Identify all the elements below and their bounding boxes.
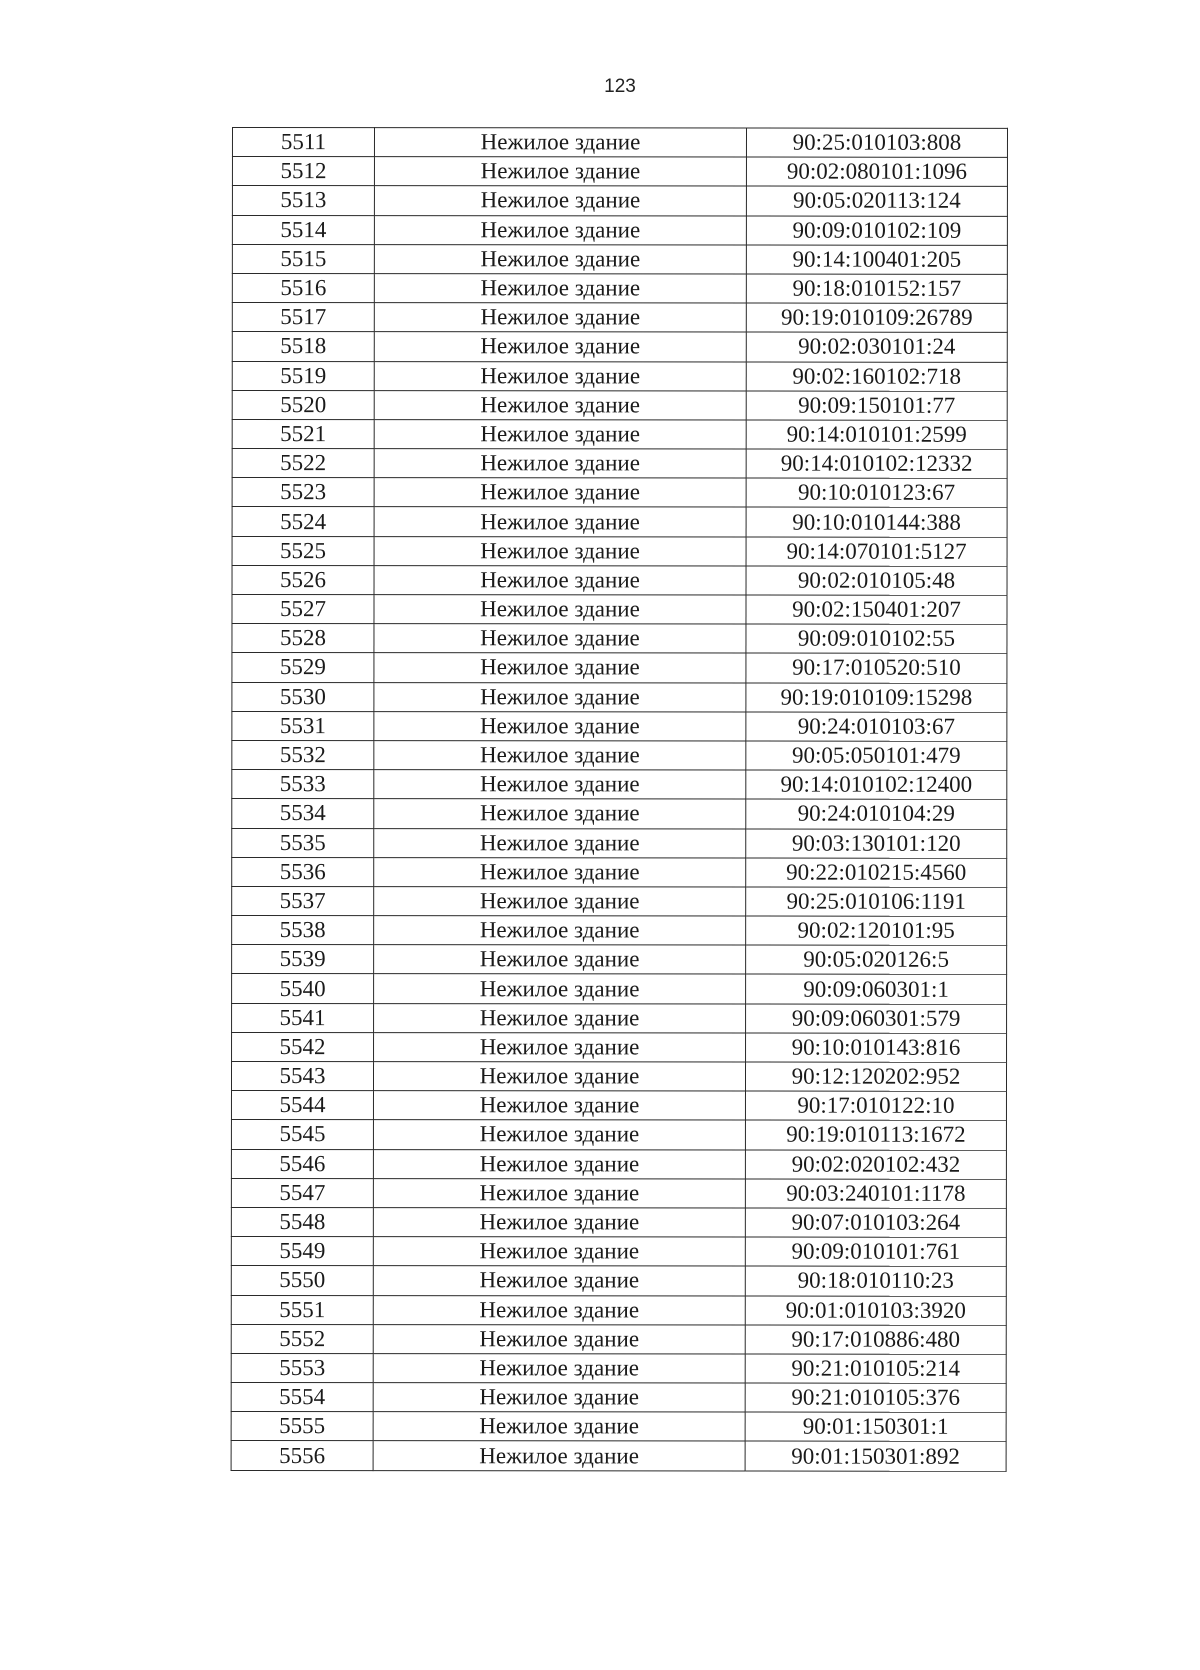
row-number-cell: 5550 — [231, 1266, 373, 1295]
table-row — [232, 390, 1007, 420]
table-row — [232, 507, 1007, 537]
object-type-cell: Нежилое здание — [374, 274, 746, 304]
table-row — [231, 1412, 1006, 1442]
row-number-cell: 5529 — [232, 653, 374, 682]
object-type-cell: Нежилое здание — [373, 1237, 745, 1267]
table-row — [232, 682, 1007, 712]
cadastral-number-cell: 90:21:010105:376 — [745, 1383, 1006, 1412]
table-row — [231, 1207, 1006, 1237]
object-type-cell: Нежилое здание — [373, 1324, 745, 1354]
cadastral-number-cell: 90:09:010102:109 — [746, 216, 1007, 245]
table-row — [232, 770, 1007, 800]
cadastral-number-cell: 90:14:010102:12400 — [746, 770, 1007, 799]
object-type-cell: Нежилое здание — [374, 711, 746, 741]
object-type-cell: Нежилое здание — [373, 1149, 745, 1179]
row-number-cell: 5531 — [232, 711, 374, 740]
cadastral-number-cell: 90:09:060301:1 — [746, 974, 1007, 1003]
row-number-cell: 5521 — [232, 419, 374, 448]
row-number-cell: 5533 — [232, 770, 374, 799]
object-type-cell: Нежилое здание — [374, 857, 746, 887]
object-type-cell: Нежилое здание — [374, 828, 746, 858]
object-type-cell: Нежилое здание — [373, 1062, 745, 1092]
object-type-cell: Нежилое здание — [374, 770, 746, 800]
object-type-cell: Нежилое здание — [373, 1266, 745, 1296]
cadastral-number-cell: 90:02:080101:1096 — [746, 157, 1007, 186]
cadastral-number-cell: 90:01:010103:3920 — [745, 1296, 1006, 1325]
table-row — [232, 186, 1007, 216]
cadastral-number-cell: 90:02:160102:718 — [746, 362, 1007, 391]
row-number-cell: 5556 — [231, 1441, 373, 1470]
table-row — [232, 157, 1007, 187]
row-number-cell: 5511 — [232, 128, 374, 157]
cadastral-number-cell: 90:17:010520:510 — [746, 653, 1007, 682]
table-row — [232, 1003, 1007, 1033]
cadastral-number-cell: 90:19:010109:15298 — [746, 683, 1007, 712]
cadastral-number-cell: 90:02:150401:207 — [746, 595, 1007, 624]
cadastral-number-cell: 90:24:010103:67 — [746, 712, 1007, 741]
cadastral-number-cell: 90:10:010123:67 — [746, 478, 1007, 507]
object-type-cell: Нежилое здание — [374, 303, 746, 333]
table-row — [232, 653, 1007, 683]
table-row — [232, 565, 1007, 595]
row-number-cell: 5532 — [232, 740, 374, 769]
table-row — [232, 419, 1007, 449]
cadastral-number-cell: 90:21:010105:214 — [745, 1354, 1006, 1383]
object-type-cell: Нежилое здание — [374, 974, 746, 1004]
table-row — [232, 244, 1007, 274]
row-number-cell: 5514 — [232, 215, 374, 244]
object-type-cell: Нежилое здание — [373, 1441, 745, 1471]
row-number-cell: 5555 — [231, 1412, 373, 1441]
cadastral-number-cell: 90:01:150301:1 — [745, 1412, 1006, 1441]
cadastral-number-cell: 90:12:120202:952 — [745, 1062, 1006, 1091]
table-row — [232, 449, 1007, 479]
row-number-cell: 5539 — [232, 945, 374, 974]
table-row — [232, 1032, 1007, 1062]
cadastral-number-cell: 90:25:010103:808 — [746, 128, 1007, 157]
object-type-cell: Нежилое здание — [374, 682, 746, 712]
table-row — [231, 1266, 1006, 1296]
table-row — [232, 478, 1007, 508]
cadastral-number-cell: 90:17:010886:480 — [745, 1325, 1006, 1354]
row-number-cell: 5527 — [232, 595, 374, 624]
cadastral-number-cell: 90:05:020113:124 — [746, 186, 1007, 215]
table-row — [232, 740, 1007, 770]
row-number-cell: 5522 — [232, 449, 374, 478]
cadastral-number-cell: 90:03:130101:120 — [746, 829, 1007, 858]
object-type-cell: Нежилое здание — [373, 1354, 745, 1384]
row-number-cell: 5543 — [231, 1062, 373, 1091]
object-type-cell: Нежилое здание — [373, 1120, 745, 1150]
table-row — [232, 303, 1007, 333]
row-number-cell: 5546 — [231, 1149, 373, 1178]
row-number-cell: 5551 — [231, 1295, 373, 1324]
object-type-cell: Нежилое здание — [373, 1412, 745, 1442]
table-row — [231, 1120, 1006, 1150]
table-row — [232, 273, 1007, 303]
object-type-cell: Нежилое здание — [374, 420, 746, 450]
row-number-cell: 5548 — [231, 1207, 373, 1236]
object-type-cell: Нежилое здание — [374, 478, 746, 508]
cadastral-number-cell: 90:10:010144:388 — [746, 507, 1007, 536]
row-number-cell: 5512 — [232, 157, 374, 186]
cadastral-number-cell: 90:02:030101:24 — [746, 332, 1007, 361]
cadastral-number-cell: 90:09:060301:579 — [746, 1004, 1007, 1033]
object-type-cell: Нежилое здание — [373, 1091, 745, 1121]
cadastral-number-cell: 90:03:240101:1178 — [745, 1179, 1006, 1208]
cadastral-number-cell: 90:09:010102:55 — [746, 624, 1007, 653]
cadastral-number-cell: 90:05:020126:5 — [746, 945, 1007, 974]
object-type-cell: Нежилое здание — [373, 1208, 745, 1238]
object-type-cell: Нежилое здание — [374, 215, 746, 245]
object-type-cell: Нежилое здание — [374, 1032, 746, 1062]
object-type-cell: Нежилое здание — [374, 595, 746, 625]
object-type-cell: Нежилое здание — [373, 1295, 745, 1325]
table-row — [231, 1062, 1006, 1092]
row-number-cell: 5519 — [232, 361, 374, 390]
cadastral-number-cell: 90:24:010104:29 — [746, 799, 1007, 828]
table-row — [231, 1178, 1006, 1208]
table-row — [232, 624, 1007, 654]
row-number-cell: 5525 — [232, 536, 374, 565]
table-row — [232, 886, 1007, 916]
object-type-cell: Нежилое здание — [374, 244, 746, 274]
row-number-cell: 5513 — [232, 186, 374, 215]
object-type-cell: Нежилое здание — [374, 332, 746, 362]
object-type-cell: Нежилое здание — [374, 536, 746, 566]
cadastral-number-cell: 90:18:010152:157 — [746, 274, 1007, 303]
page-number: 123 — [604, 76, 636, 97]
table-row — [231, 1383, 1006, 1413]
table-row — [232, 711, 1007, 741]
table-row — [231, 1149, 1006, 1179]
object-type-cell: Нежилое здание — [374, 741, 746, 771]
row-number-cell: 5544 — [231, 1091, 373, 1120]
row-number-cell: 5534 — [232, 799, 374, 828]
object-type-cell: Нежилое здание — [374, 390, 746, 420]
cadastral-number-cell: 90:14:070101:5127 — [746, 537, 1007, 566]
row-number-cell: 5542 — [232, 1032, 374, 1061]
table-row — [231, 1353, 1006, 1383]
table-row — [232, 332, 1007, 362]
object-type-cell: Нежилое здание — [373, 1383, 745, 1413]
object-type-cell: Нежилое здание — [374, 565, 746, 595]
row-number-cell: 5541 — [232, 1003, 374, 1032]
table-row — [232, 536, 1007, 566]
table-row — [231, 1237, 1006, 1267]
cadastral-number-cell: 90:07:010103:264 — [745, 1208, 1006, 1237]
cadastral-number-cell: 90:09:010101:761 — [745, 1237, 1006, 1266]
object-type-cell: Нежилое здание — [374, 507, 746, 537]
cadastral-number-cell: 90:14:100401:205 — [746, 245, 1007, 274]
table-row — [232, 595, 1007, 625]
cadastral-number-cell: 90:18:010110:23 — [745, 1266, 1006, 1295]
object-type-cell: Нежилое здание — [374, 799, 746, 829]
row-number-cell: 5526 — [232, 565, 374, 594]
row-number-cell: 5517 — [232, 303, 374, 332]
table-row — [232, 857, 1007, 887]
table-row — [232, 945, 1007, 975]
table-row — [232, 361, 1007, 391]
row-number-cell: 5520 — [232, 390, 374, 419]
table-row — [231, 1295, 1006, 1325]
table-row — [232, 799, 1007, 829]
cadastral-number-cell: 90:17:010122:10 — [745, 1091, 1006, 1120]
cadastral-number-cell: 90:19:010109:26789 — [746, 303, 1007, 332]
row-number-cell: 5536 — [232, 857, 374, 886]
row-number-cell: 5524 — [232, 507, 374, 536]
row-number-cell: 5518 — [232, 332, 374, 361]
row-number-cell: 5530 — [232, 682, 374, 711]
cadastral-number-cell: 90:05:050101:479 — [746, 741, 1007, 770]
row-number-cell: 5554 — [231, 1383, 373, 1412]
object-type-cell: Нежилое здание — [374, 128, 746, 158]
row-number-cell: 5552 — [231, 1324, 373, 1353]
table-row — [232, 828, 1007, 858]
row-number-cell: 5528 — [232, 624, 374, 653]
cadastral-number-cell: 90:14:010102:12332 — [746, 449, 1007, 478]
table-row — [232, 974, 1007, 1004]
table-row — [231, 1091, 1006, 1121]
object-type-cell: Нежилое здание — [373, 1178, 745, 1208]
property-table-body — [231, 128, 1007, 1471]
row-number-cell: 5535 — [232, 828, 374, 857]
cadastral-number-cell: 90:01:150301:892 — [745, 1441, 1006, 1470]
cadastral-number-cell: 90:09:150101:77 — [746, 391, 1007, 420]
row-number-cell: 5540 — [232, 974, 374, 1003]
object-type-cell: Нежилое здание — [374, 653, 746, 683]
row-number-cell: 5553 — [231, 1353, 373, 1382]
cadastral-number-cell: 90:02:020102:432 — [745, 1150, 1006, 1179]
row-number-cell: 5537 — [232, 886, 374, 915]
object-type-cell: Нежилое здание — [374, 157, 746, 187]
table-row — [231, 1324, 1006, 1354]
row-number-cell: 5515 — [232, 244, 374, 273]
object-type-cell: Нежилое здание — [374, 186, 746, 216]
table-row — [232, 215, 1007, 245]
cadastral-number-cell: 90:02:120101:95 — [746, 916, 1007, 945]
object-type-cell: Нежилое здание — [374, 916, 746, 946]
object-type-cell: Нежилое здание — [374, 1003, 746, 1033]
property-table — [231, 127, 1008, 1471]
cadastral-number-cell: 90:14:010101:2599 — [746, 420, 1007, 449]
object-type-cell: Нежилое здание — [374, 624, 746, 654]
object-type-cell: Нежилое здание — [374, 945, 746, 975]
object-type-cell: Нежилое здание — [374, 361, 746, 391]
row-number-cell: 5545 — [231, 1120, 373, 1149]
object-type-cell: Нежилое здание — [374, 887, 746, 917]
table-row — [232, 128, 1007, 158]
row-number-cell: 5523 — [232, 478, 374, 507]
row-number-cell: 5547 — [231, 1178, 373, 1207]
cadastral-number-cell: 90:19:010113:1672 — [745, 1120, 1006, 1149]
row-number-cell: 5538 — [232, 916, 374, 945]
object-type-cell: Нежилое здание — [374, 449, 746, 479]
table-row — [231, 1441, 1006, 1471]
cadastral-number-cell: 90:10:010143:816 — [746, 1033, 1007, 1062]
cadastral-number-cell: 90:22:010215:4560 — [746, 858, 1007, 887]
row-number-cell: 5516 — [232, 273, 374, 302]
table-row — [232, 916, 1007, 946]
row-number-cell: 5549 — [231, 1237, 373, 1266]
cadastral-number-cell: 90:02:010105:48 — [746, 566, 1007, 595]
cadastral-number-cell: 90:25:010106:1191 — [746, 887, 1007, 916]
